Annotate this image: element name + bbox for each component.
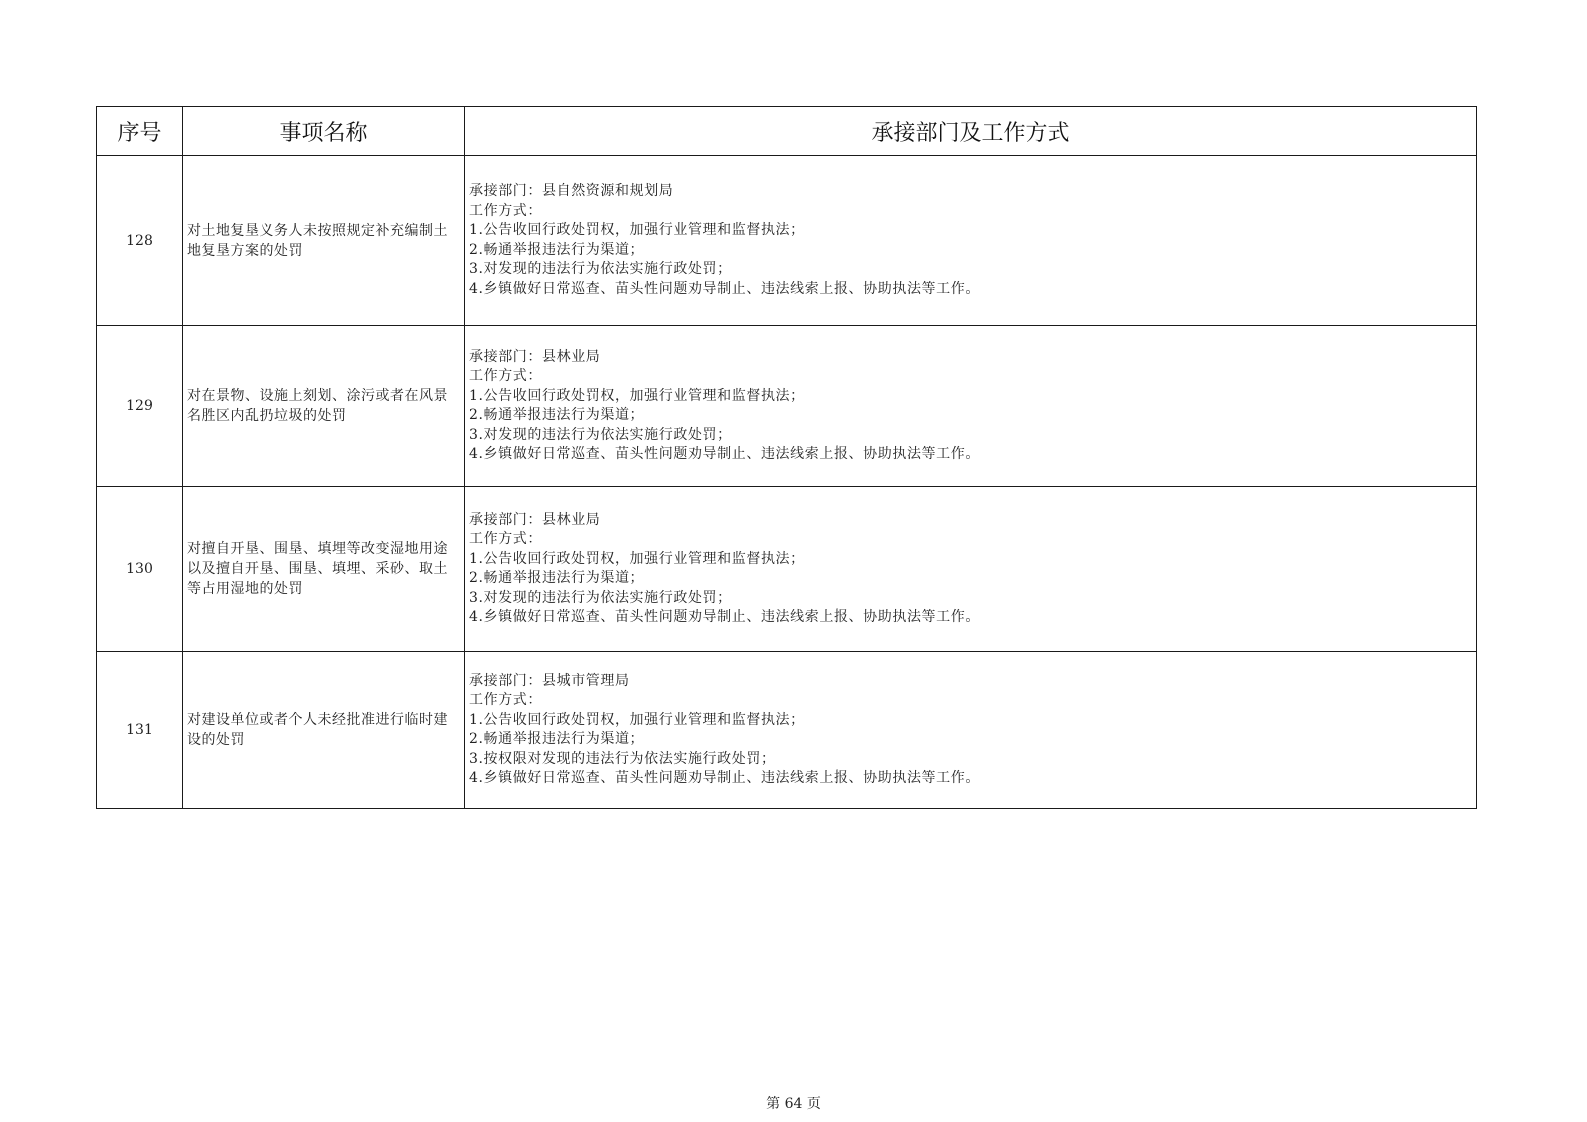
table-row [97, 652, 1477, 809]
row-name: 对建设单位或者个人未经批准进行临时建设的处罚 [183, 652, 465, 809]
dept-line: 承接部门：县林业局 [469, 348, 601, 365]
dept-line: 1.公告收回行政处罚权，加强行业管理和监督执法； [469, 387, 805, 404]
dept-line: 工作方式： [469, 368, 542, 384]
matters-table [96, 106, 1477, 809]
table-row [97, 326, 1477, 487]
dept-line: 3.按权限对发现的违法行为依法实施行政处罚； [469, 750, 776, 767]
dept-line: 2.畅通举报违法行为渠道； [469, 731, 645, 747]
header-no: 序号 [97, 107, 183, 156]
row-dept [465, 487, 1477, 652]
table-header-row [97, 107, 1477, 156]
dept-line: 2.畅通举报违法行为渠道； [469, 407, 645, 423]
dept-line: 4.乡镇做好日常巡查、苗头性问题劝导制止、违法线索上报、协助执法等工作。 [469, 446, 980, 462]
dept-line: 3.对发现的违法行为依法实施行政处罚； [469, 261, 732, 277]
row-no: 129 [97, 326, 183, 487]
dept-line: 1.公告收回行政处罚权，加强行业管理和监督执法； [469, 550, 805, 567]
row-no: 131 [97, 652, 183, 809]
row-name: 对擅自开垦、围垦、填埋等改变湿地用途以及擅自开垦、围垦、填埋、采砂、取土等占用湿地的处罚 [183, 487, 465, 652]
dept-line: 工作方式： [469, 692, 542, 708]
dept-line: 4.乡镇做好日常巡查、苗头性问题劝导制止、违法线索上报、协助执法等工作。 [469, 280, 980, 297]
dept-line: 4.乡镇做好日常巡查、苗头性问题劝导制止、违法线索上报、协助执法等工作。 [469, 770, 980, 786]
dept-line: 2.畅通举报违法行为渠道； [469, 570, 645, 586]
dept-line: 1.公告收回行政处罚权，加强行业管理和监督执法； [469, 711, 805, 728]
dept-line: 4.乡镇做好日常巡查、苗头性问题劝导制止、违法线索上报、协助执法等工作。 [469, 609, 980, 625]
row-no: 130 [97, 487, 183, 652]
dept-line: 工作方式： [469, 531, 542, 547]
table-row [97, 156, 1477, 326]
dept-line: 工作方式： [469, 202, 542, 219]
row-no: 128 [97, 156, 183, 326]
header-dept: 承接部门及工作方式 [465, 107, 1477, 156]
row-dept [465, 156, 1477, 326]
dept-line: 承接部门：县城市管理局 [469, 672, 630, 689]
dept-line: 承接部门：县自然资源和规划局 [469, 183, 674, 199]
dept-line: 3.对发现的违法行为依法实施行政处罚； [469, 426, 732, 443]
row-dept [465, 652, 1477, 809]
dept-line: 承接部门：县林业局 [469, 511, 601, 528]
table-row [97, 487, 1477, 652]
row-name: 对土地复垦义务人未按照规定补充编制土地复垦方案的处罚 [183, 156, 465, 326]
header-name: 事项名称 [183, 107, 465, 156]
dept-line: 3.对发现的违法行为依法实施行政处罚； [469, 589, 732, 606]
dept-line: 1.公告收回行政处罚权，加强行业管理和监督执法； [469, 222, 805, 238]
row-dept [465, 326, 1477, 487]
dept-line: 2.畅通举报违法行为渠道； [469, 241, 645, 258]
row-name: 对在景物、设施上刻划、涂污或者在风景名胜区内乱扔垃圾的处罚 [183, 326, 465, 487]
page-number: 第 64 页 [766, 1096, 821, 1112]
